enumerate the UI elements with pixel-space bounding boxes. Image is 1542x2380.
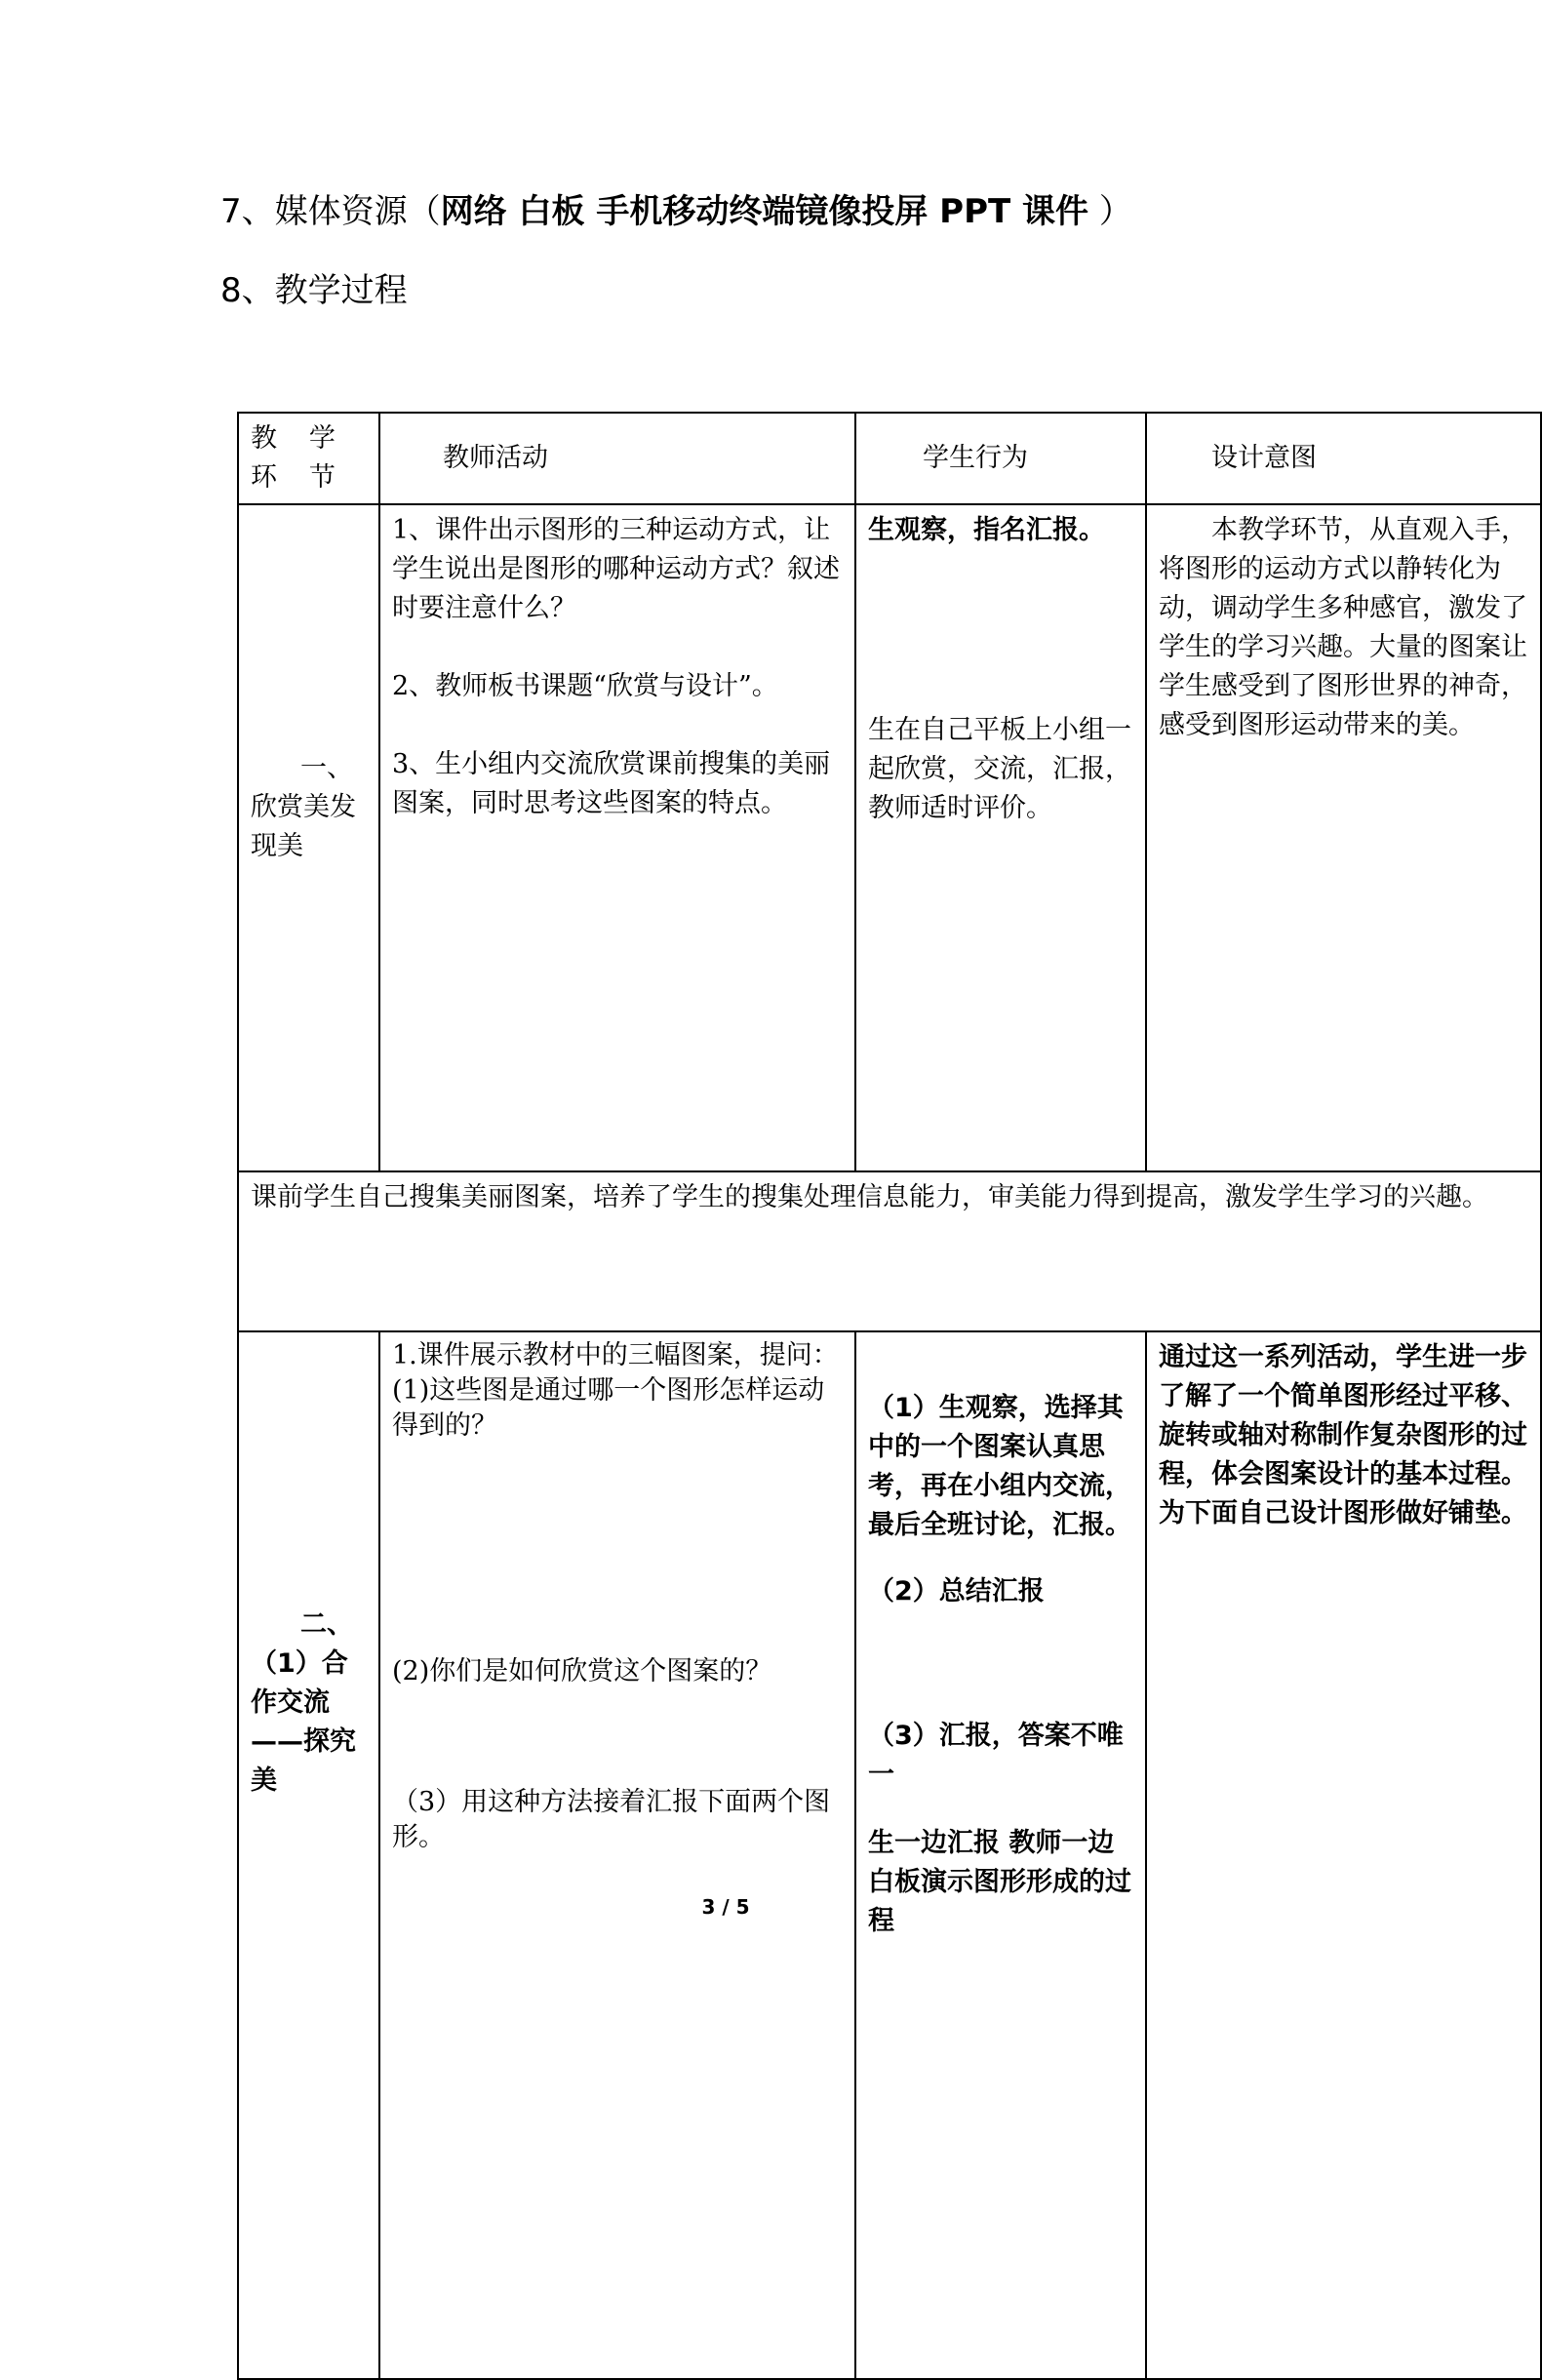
student-behavior-cell [855, 504, 1146, 1171]
teacher-step: (2)你们是如何欣赏这个图案的？ [392, 1656, 772, 1686]
page-number: 3 / 5 [701, 1895, 750, 1919]
media-heading-suffix: ） [1088, 192, 1132, 231]
teacher-activity-cell [379, 504, 855, 1171]
teaching-process-heading: 8、教学过程 [220, 271, 408, 310]
table-row [238, 1331, 1541, 2379]
student-action: （1）生观察，选择其中的一个图案认真思考，再在小组内交流，最后全班讨论，汇报。 [868, 1393, 1131, 1540]
header-teacher: 教师活动 [379, 413, 855, 504]
student-action: 生在自己平板上小组一起欣赏，交流，汇报，教师适时评价。 [868, 715, 1131, 823]
table-row [238, 504, 1541, 1171]
stage-number: 一、 [300, 753, 353, 783]
summary-row [238, 1171, 1541, 1331]
lesson-table [237, 412, 1542, 2380]
media-resources-heading [220, 192, 1132, 231]
teacher-step: 1.课件展示教材中的三幅图案，提问： [392, 1340, 839, 1370]
teacher-step: 2、教师板书课题“欣赏与设计”。 [392, 671, 778, 701]
stage-cell [238, 1331, 379, 2379]
header-intent: 设计意图 [1146, 413, 1541, 504]
teacher-step: (1)这些图是通过哪一个图形怎样运动得到的？ [392, 1375, 825, 1441]
design-intent-cell [1146, 504, 1541, 1171]
media-heading-items: 网络 白板 手机移动终端镜像投屏 PPT 课件 [440, 192, 1089, 231]
student-action: （2）总结汇报 [868, 1576, 1045, 1606]
design-intent-text: 本教学环节，从直观入手，将图形的运动方式以静转化为动，调动学生多种感官，激发了学生的学习兴趣。大量的图案让学生感受到了图形世界的神奇，感受到图形运动带来的美。 [1159, 515, 1527, 740]
stage-title: 欣赏美发现美 [251, 792, 356, 861]
design-intent-cell [1146, 1331, 1541, 2379]
student-action: 生一边汇报 教师一边白板演示图形形成的过程 [868, 1828, 1131, 1936]
design-intent-text: 通过这一系列活动，学生进一步了解了一个简单图形经过平移、旋转或轴对称制作复杂图形的过程，体会图案设计的基本过程。为下面自己设计图形做好铺垫。 [1159, 1342, 1527, 1528]
header-student: 学生行为 [855, 413, 1146, 504]
table-header-row [238, 413, 1541, 504]
media-heading-prefix: 7、媒体资源（ [220, 192, 441, 231]
student-behavior-cell [855, 1331, 1146, 2379]
stage-title: （1）合作交流——探究美 [251, 1648, 356, 1796]
teacher-activity-cell [379, 1331, 855, 2379]
teacher-step: 1、课件出示图形的三种运动方式，让学生说出是图形的哪种运动方式？叙述时要注意什么？ [392, 515, 840, 623]
student-action: （3）汇报，答案不唯一 [868, 1721, 1124, 1790]
stage-cell [238, 504, 379, 1171]
header-stage: 教 学 环 节 [238, 413, 379, 504]
summary-cell: 课前学生自己搜集美丽图案，培养了学生的搜集处理信息能力，审美能力得到提高，激发学生学习的兴趣。 [238, 1171, 1541, 1331]
teacher-step: （3）用这种方法接着汇报下面两个图形。 [392, 1787, 831, 1852]
student-action: 生观察，指名汇报。 [868, 515, 1105, 545]
stage-number: 二、 [300, 1609, 353, 1640]
teacher-step: 3、生小组内交流欣赏课前搜集的美丽图案，同时思考这些图案的特点。 [392, 749, 831, 818]
